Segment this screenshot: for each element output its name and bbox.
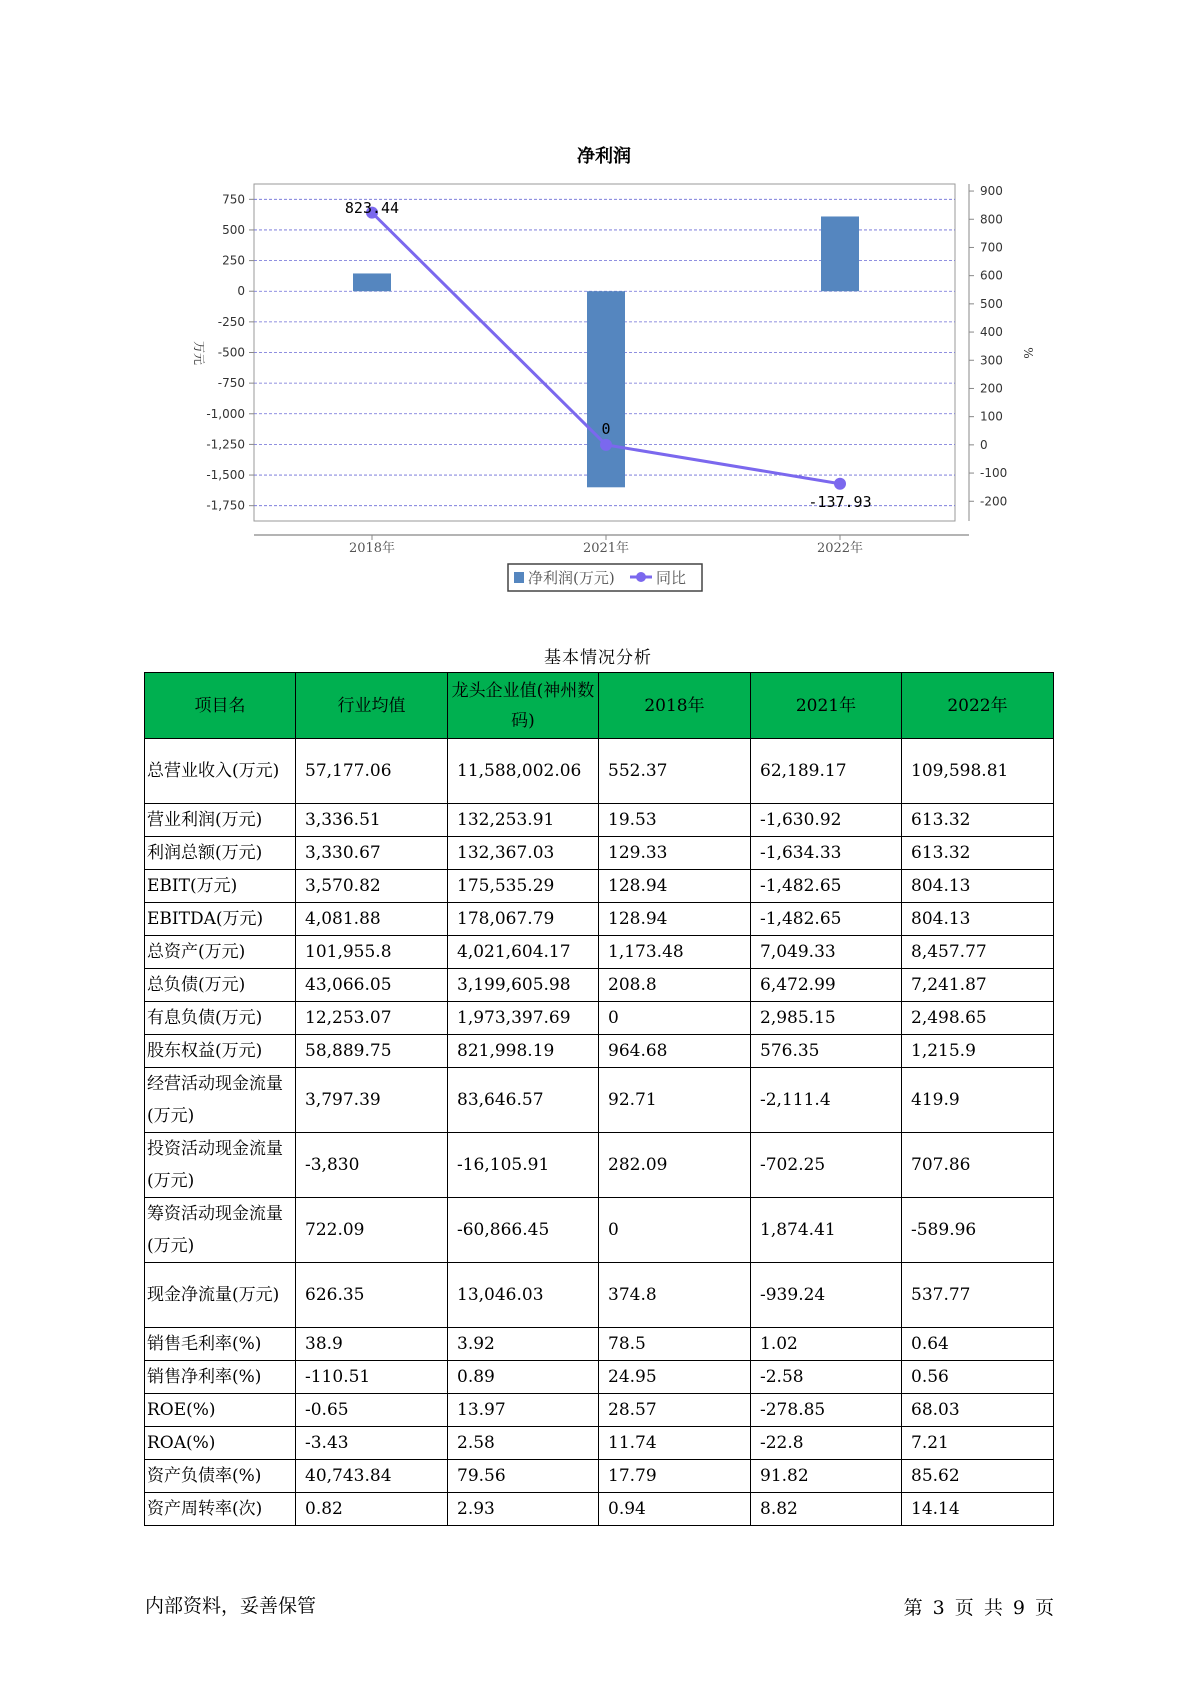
y-right-tick-label: 100 bbox=[980, 409, 1003, 424]
table-cell: -110.51 bbox=[296, 1361, 448, 1394]
table-cell: 11,588,002.06 bbox=[448, 739, 599, 804]
table-cell: 13,046.03 bbox=[448, 1263, 599, 1328]
table-cell: 537.77 bbox=[902, 1263, 1054, 1328]
table-cell: 13.97 bbox=[448, 1394, 599, 1427]
table-cell: 613.32 bbox=[902, 837, 1054, 870]
table-cell: 7,049.33 bbox=[751, 936, 902, 969]
table-row-label: 销售毛利率(%) bbox=[145, 1328, 296, 1361]
basic-analysis-table bbox=[144, 672, 1054, 1526]
table-cell: 129.33 bbox=[599, 837, 751, 870]
table-cell: 68.03 bbox=[902, 1394, 1054, 1427]
table-cell: 374.8 bbox=[599, 1263, 751, 1328]
table-cell: 2.93 bbox=[448, 1493, 599, 1526]
table-row-label: 总营业收入(万元) bbox=[145, 739, 296, 804]
table-cell: 43,066.05 bbox=[296, 969, 448, 1002]
table-cell: 576.35 bbox=[751, 1035, 902, 1068]
x-tick-label: 2018年 bbox=[348, 541, 396, 556]
table-cell: -1,634.33 bbox=[751, 837, 902, 870]
table-cell: -1,482.65 bbox=[751, 903, 902, 936]
table-row bbox=[145, 1068, 1054, 1133]
table-cell: 0.82 bbox=[296, 1493, 448, 1526]
table-cell: 62,189.17 bbox=[751, 739, 902, 804]
y-left-tick-label: 500 bbox=[222, 222, 245, 237]
y-left-tick-label: 250 bbox=[222, 253, 245, 268]
y-right-tick-label: -200 bbox=[980, 494, 1008, 509]
y-right-tick-label: 800 bbox=[980, 212, 1003, 227]
table-cell: 804.13 bbox=[902, 870, 1054, 903]
table-header-cell: 2021年 bbox=[751, 673, 902, 739]
y-left-tick-label: 750 bbox=[222, 192, 245, 207]
table-cell: 132,367.03 bbox=[448, 837, 599, 870]
table-cell: -702.25 bbox=[751, 1133, 902, 1198]
table-cell: 1.02 bbox=[751, 1328, 902, 1361]
table-cell: 178,067.79 bbox=[448, 903, 599, 936]
table-row-label: 经营活动现金流量(万元) bbox=[145, 1068, 296, 1133]
table-row-label: 利润总额(万元) bbox=[145, 837, 296, 870]
table-cell: 4,021,604.17 bbox=[448, 936, 599, 969]
legend-line-label: 同比 bbox=[656, 569, 687, 587]
legend-bar-label: 净利润(万元) bbox=[528, 569, 615, 587]
table-cell: 0.56 bbox=[902, 1361, 1054, 1394]
table-cell: 1,173.48 bbox=[599, 936, 751, 969]
table-cell: -16,105.91 bbox=[448, 1133, 599, 1198]
table-row-label: 筹资活动现金流量(万元) bbox=[145, 1198, 296, 1263]
table-header-cell: 行业均值 bbox=[296, 673, 448, 739]
footer-confidential-note: 内部资料，妥善保管 bbox=[145, 1595, 317, 1617]
x-tick-label: 2021年 bbox=[582, 541, 630, 556]
table-row-label: ROA(%) bbox=[145, 1427, 296, 1460]
table-row bbox=[145, 1328, 1054, 1361]
table-row bbox=[145, 1361, 1054, 1394]
table-cell: 128.94 bbox=[599, 870, 751, 903]
table-cell: 3,336.51 bbox=[296, 804, 448, 837]
table-row bbox=[145, 1263, 1054, 1328]
y-right-tick-label: 700 bbox=[980, 240, 1003, 255]
table-cell: -3.43 bbox=[296, 1427, 448, 1460]
table-cell: -939.24 bbox=[751, 1263, 902, 1328]
table-row-label: 销售净利率(%) bbox=[145, 1361, 296, 1394]
legend-bar-swatch bbox=[514, 572, 524, 583]
table-cell: -60,866.45 bbox=[448, 1198, 599, 1263]
data-label: 0 bbox=[601, 420, 611, 438]
table-cell: 38.9 bbox=[296, 1328, 448, 1361]
y-left-tick-label: -1,250 bbox=[206, 437, 245, 452]
table-cell: 3.92 bbox=[448, 1328, 599, 1361]
table-cell: 12,253.07 bbox=[296, 1002, 448, 1035]
table-row-label: ROE(%) bbox=[145, 1394, 296, 1427]
table-cell: 552.37 bbox=[599, 739, 751, 804]
y-right-tick-label: 500 bbox=[980, 296, 1003, 311]
table-cell: -2,111.4 bbox=[751, 1068, 902, 1133]
table-cell: 964.68 bbox=[599, 1035, 751, 1068]
yoy-point bbox=[600, 439, 612, 451]
table-cell: 101,955.8 bbox=[296, 936, 448, 969]
table-cell: 40,743.84 bbox=[296, 1460, 448, 1493]
table-cell: 7.21 bbox=[902, 1427, 1054, 1460]
table-row bbox=[145, 804, 1054, 837]
table-cell: 707.86 bbox=[902, 1133, 1054, 1198]
table-cell: -1,630.92 bbox=[751, 804, 902, 837]
table-cell: 2,498.65 bbox=[902, 1002, 1054, 1035]
table-header-cell: 龙头企业值(神州数码) bbox=[448, 673, 599, 739]
table-row-label: 有息负债(万元) bbox=[145, 1002, 296, 1035]
table-cell: 83,646.57 bbox=[448, 1068, 599, 1133]
table-row bbox=[145, 936, 1054, 969]
y-left-tick-label: -500 bbox=[217, 345, 245, 360]
table-cell: 6,472.99 bbox=[751, 969, 902, 1002]
table-cell: 282.09 bbox=[599, 1133, 751, 1198]
table-cell: 0.94 bbox=[599, 1493, 751, 1526]
table-cell: 79.56 bbox=[448, 1460, 599, 1493]
table-header-row bbox=[145, 673, 1054, 739]
table-cell: 1,973,397.69 bbox=[448, 1002, 599, 1035]
table-row-label: 股东权益(万元) bbox=[145, 1035, 296, 1068]
table-cell: 2.58 bbox=[448, 1427, 599, 1460]
table-cell: -22.8 bbox=[751, 1427, 902, 1460]
y-right-tick-label: 0 bbox=[980, 437, 988, 452]
table-row-label: 投资活动现金流量(万元) bbox=[145, 1133, 296, 1198]
table-cell: 0 bbox=[599, 1198, 751, 1263]
table-row bbox=[145, 1133, 1054, 1198]
table-row bbox=[145, 903, 1054, 936]
table-cell: 28.57 bbox=[599, 1394, 751, 1427]
table-cell: 92.71 bbox=[599, 1068, 751, 1133]
table-row bbox=[145, 969, 1054, 1002]
table-cell: -278.85 bbox=[751, 1394, 902, 1427]
data-label: -137.93 bbox=[808, 493, 872, 511]
table-row bbox=[145, 1394, 1054, 1427]
net-profit-bar bbox=[353, 273, 391, 291]
table-row-label: 总负债(万元) bbox=[145, 969, 296, 1002]
table-row bbox=[145, 1198, 1054, 1263]
y-right-tick-label: 200 bbox=[980, 381, 1003, 396]
table-cell: 109,598.81 bbox=[902, 739, 1054, 804]
y-left-tick-label: -750 bbox=[217, 376, 245, 391]
table-cell: 0.89 bbox=[448, 1361, 599, 1394]
table-cell: 8.82 bbox=[751, 1493, 902, 1526]
y-left-tick-label: -1,750 bbox=[206, 498, 245, 513]
table-cell: 1,874.41 bbox=[751, 1198, 902, 1263]
y-left-tick-label: 0 bbox=[237, 284, 245, 299]
legend-line-marker bbox=[636, 572, 646, 582]
table-cell: 14.14 bbox=[902, 1493, 1054, 1526]
table-cell: -589.96 bbox=[902, 1198, 1054, 1263]
table-cell: 78.5 bbox=[599, 1328, 751, 1361]
y-left-axis-label: 万元 bbox=[192, 340, 206, 366]
table-row bbox=[145, 1493, 1054, 1526]
table-caption: 基本情况分析 bbox=[544, 648, 652, 668]
table-row bbox=[145, 1460, 1054, 1493]
footer-page-number: 第 3 页 共 9 页 bbox=[903, 1597, 1054, 1619]
table-cell: 419.9 bbox=[902, 1068, 1054, 1133]
table-cell: 11.74 bbox=[599, 1427, 751, 1460]
table-header-cell: 2018年 bbox=[599, 673, 751, 739]
table-cell: 722.09 bbox=[296, 1198, 448, 1263]
table-header-cell: 2022年 bbox=[902, 673, 1054, 739]
table-cell: 2,985.15 bbox=[751, 1002, 902, 1035]
table-cell: 19.53 bbox=[599, 804, 751, 837]
y-right-tick-label: 600 bbox=[980, 268, 1003, 283]
table-cell: 4,081.88 bbox=[296, 903, 448, 936]
table-cell: -0.65 bbox=[296, 1394, 448, 1427]
table-cell: 58,889.75 bbox=[296, 1035, 448, 1068]
x-tick-label: 2022年 bbox=[816, 541, 864, 556]
table-row-label: 总资产(万元) bbox=[145, 936, 296, 969]
table-row-label: 营业利润(万元) bbox=[145, 804, 296, 837]
table-cell: 57,177.06 bbox=[296, 739, 448, 804]
table-cell: 91.82 bbox=[751, 1460, 902, 1493]
y-left-tick-label: -1,500 bbox=[206, 468, 245, 483]
table-cell: 804.13 bbox=[902, 903, 1054, 936]
table-row-label: EBIT(万元) bbox=[145, 870, 296, 903]
table-row-label: 资产周转率(次) bbox=[145, 1493, 296, 1526]
yoy-point bbox=[834, 478, 846, 490]
table-cell: 7,241.87 bbox=[902, 969, 1054, 1002]
table-cell: 3,199,605.98 bbox=[448, 969, 599, 1002]
table-row bbox=[145, 1035, 1054, 1068]
table-cell: 132,253.91 bbox=[448, 804, 599, 837]
table-cell: 175,535.29 bbox=[448, 870, 599, 903]
chart-title: 净利润 bbox=[577, 146, 631, 167]
table-cell: 821,998.19 bbox=[448, 1035, 599, 1068]
y-right-tick-label: -100 bbox=[980, 466, 1008, 481]
table-row-label: 资产负债率(%) bbox=[145, 1460, 296, 1493]
table-cell: 3,797.39 bbox=[296, 1068, 448, 1133]
chart-svg bbox=[0, 0, 1191, 600]
table-cell: 8,457.77 bbox=[902, 936, 1054, 969]
table-header-cell: 项目名 bbox=[145, 673, 296, 739]
table-cell: 3,330.67 bbox=[296, 837, 448, 870]
y-right-tick-label: 300 bbox=[980, 353, 1003, 368]
table-cell: 3,570.82 bbox=[296, 870, 448, 903]
net-profit-bar bbox=[821, 216, 859, 291]
table-cell: 128.94 bbox=[599, 903, 751, 936]
y-right-tick-label: 400 bbox=[980, 325, 1003, 340]
y-left-tick-label: -1,000 bbox=[206, 406, 245, 421]
table-cell: -2.58 bbox=[751, 1361, 902, 1394]
table-row bbox=[145, 870, 1054, 903]
table-cell: 1,215.9 bbox=[902, 1035, 1054, 1068]
table-cell: 85.62 bbox=[902, 1460, 1054, 1493]
table-row bbox=[145, 1002, 1054, 1035]
table-cell: -3,830 bbox=[296, 1133, 448, 1198]
table-cell: 24.95 bbox=[599, 1361, 751, 1394]
table-row bbox=[145, 739, 1054, 804]
table-cell: 626.35 bbox=[296, 1263, 448, 1328]
y-right-tick-label: 900 bbox=[980, 184, 1003, 199]
table-row bbox=[145, 1427, 1054, 1460]
table-cell: 0.64 bbox=[902, 1328, 1054, 1361]
table-cell: 208.8 bbox=[599, 969, 751, 1002]
net-profit-chart bbox=[0, 0, 1191, 600]
data-label: 823.44 bbox=[344, 199, 400, 217]
y-right-axis-label: % bbox=[1021, 347, 1035, 359]
table-row-label: EBITDA(万元) bbox=[145, 903, 296, 936]
table-cell: 613.32 bbox=[902, 804, 1054, 837]
table-cell: -1,482.65 bbox=[751, 870, 902, 903]
table-row bbox=[145, 837, 1054, 870]
table-cell: 0 bbox=[599, 1002, 751, 1035]
net-profit-bar bbox=[587, 291, 625, 487]
table-cell: 17.79 bbox=[599, 1460, 751, 1493]
table-row-label: 现金净流量(万元) bbox=[145, 1263, 296, 1328]
y-left-tick-label: -250 bbox=[217, 314, 245, 329]
